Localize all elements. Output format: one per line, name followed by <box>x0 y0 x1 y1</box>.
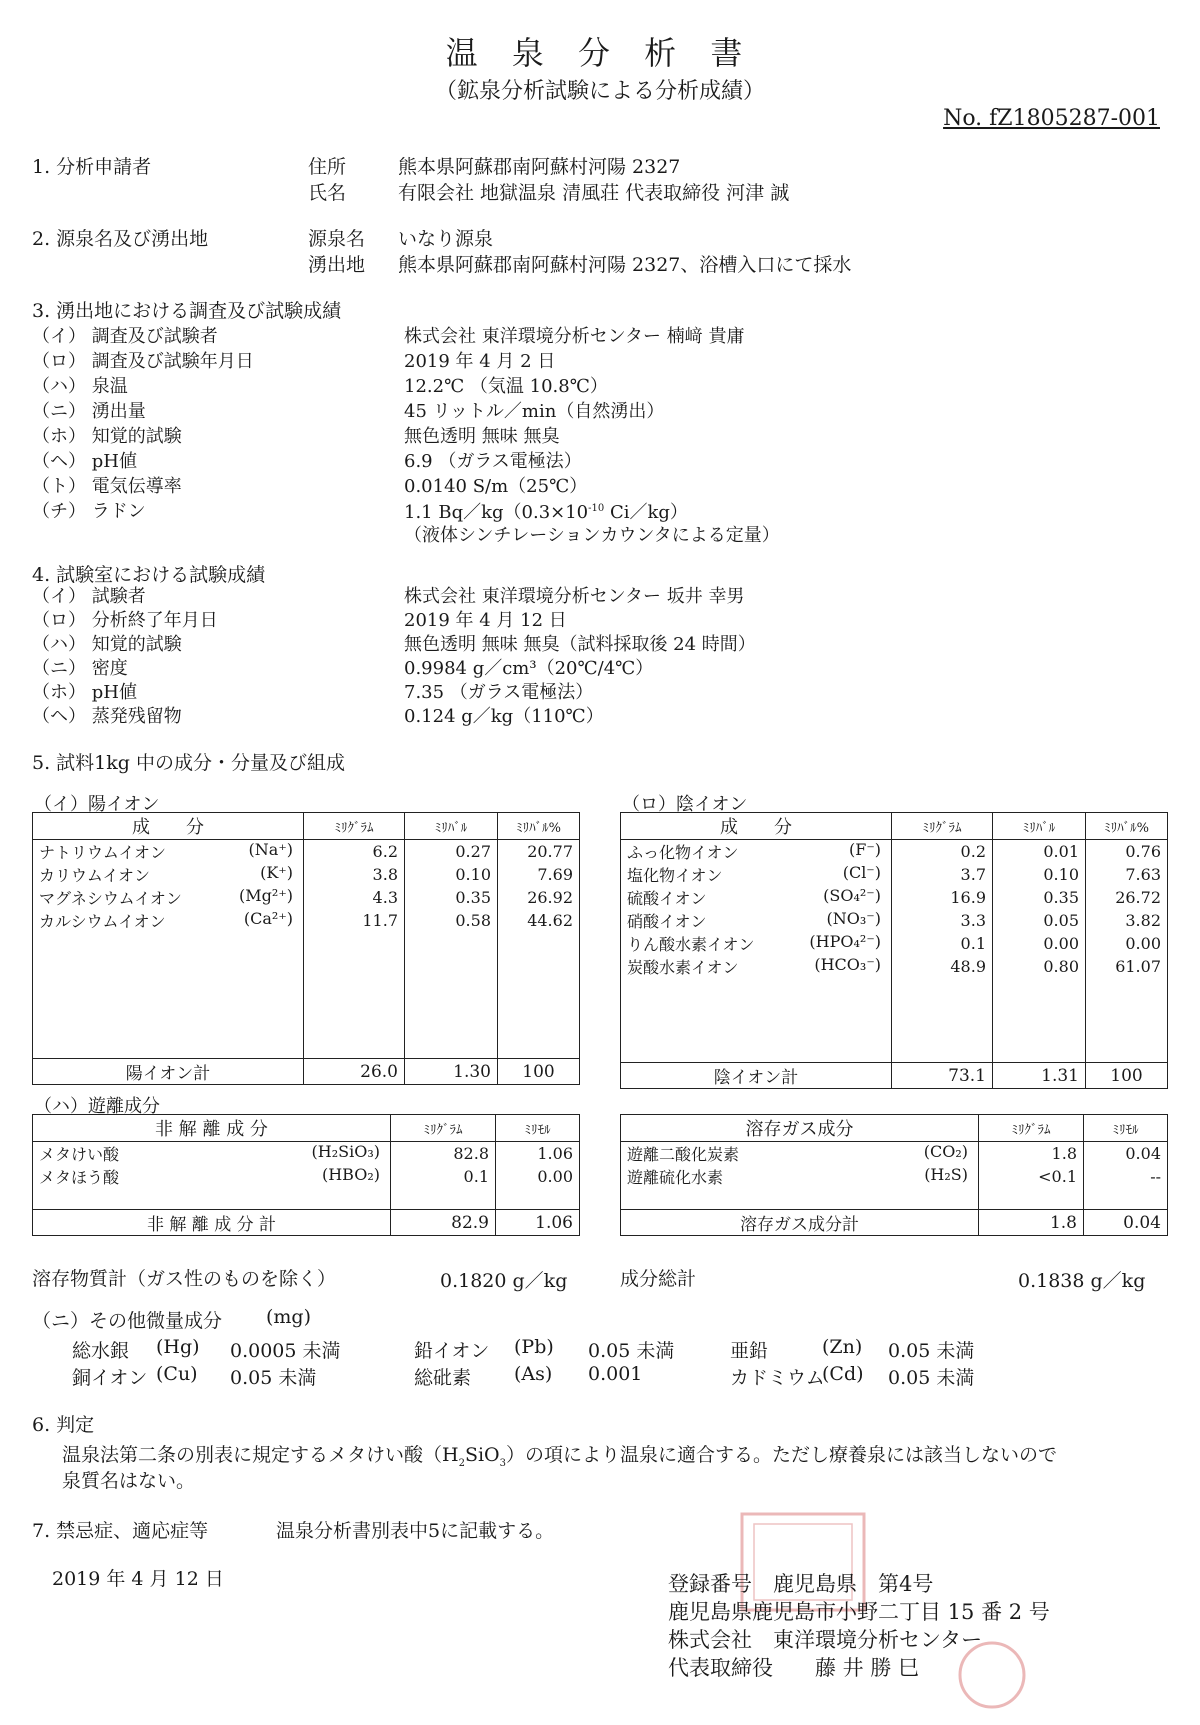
free-components-caption: （ハ）遊離成分 <box>34 1096 160 1117</box>
row-value: 7.35 （ガラス電極法） <box>404 682 594 703</box>
component-name: 遊離二酸化炭素 <box>627 1145 740 1164</box>
row-value: 無色透明 無味 無臭（試料採取後 24 時間） <box>404 634 756 655</box>
row-label: （ホ） pH値 <box>32 682 137 703</box>
cation-total-mval: 1.30 <box>405 1059 498 1085</box>
value-mg: 11.7 <box>304 909 405 932</box>
row-label: （ロ） 分析終了年月日 <box>32 610 218 631</box>
section-5-heading: 5. 試料1kg 中の成分・分量及び組成 <box>32 752 345 774</box>
section-7-heading: 7. 禁忌症、適応症等 <box>32 1520 209 1542</box>
anion-total-label: 陰イオン計 <box>621 1063 892 1089</box>
value-mg: 48.9 <box>892 955 993 978</box>
component-name: 硫酸イオン <box>627 889 707 908</box>
table-row <box>621 932 1168 955</box>
table-row <box>621 1142 1168 1166</box>
name-label: 氏名 <box>308 182 347 204</box>
component-cell <box>33 909 304 932</box>
trace-element-value: 0.0005 未満 <box>230 1340 341 1362</box>
component-name: メタほう酸 <box>39 1168 120 1187</box>
anion-table <box>620 812 1168 1089</box>
gas-total-label: 溶存ガス成分計 <box>621 1210 979 1236</box>
col-mg: ﾐﾘｸﾞﾗﾑ <box>892 813 993 840</box>
value-mg: 16.9 <box>892 886 993 909</box>
row-label: （ト） 電気伝導率 <box>32 476 182 497</box>
component-formula: (F⁻) <box>848 840 881 859</box>
component-formula: (HCO₃⁻) <box>814 955 881 974</box>
row-label: （イ） 調査及び試験者 <box>32 326 218 347</box>
table-row <box>621 886 1168 909</box>
component-cell <box>621 1142 979 1166</box>
document-number: No. fZ1805287-001 <box>943 106 1160 131</box>
component-name: メタけい酸 <box>39 1145 120 1164</box>
row-value: 0.9984 g／cm³（20℃/4℃） <box>404 658 654 679</box>
col-mval-pct: ﾐﾘﾊﾞﾙ% <box>1086 813 1168 840</box>
value-pct: 0.00 <box>1086 932 1168 955</box>
component-cell <box>621 840 892 864</box>
value-mval: 0.10 <box>993 863 1086 886</box>
value-mg: 3.3 <box>892 909 993 932</box>
trace-element-formula: (Zn) <box>822 1336 863 1358</box>
section-4-heading: 4. 試験室における試験成績 <box>32 564 266 586</box>
component-cell <box>33 1165 391 1188</box>
source-name-label: 源泉名 <box>308 228 366 250</box>
component-name: ふっ化物イオン <box>627 843 739 862</box>
row-value: 株式会社 東洋環境分析センター 坂井 幸男 <box>404 586 745 607</box>
component-formula: (K⁺) <box>260 863 293 882</box>
trace-caption: （ニ）その他微量成分 <box>32 1310 223 1332</box>
component-formula: (NO₃⁻) <box>826 909 881 928</box>
value-pct: 26.72 <box>1086 886 1168 909</box>
component-cell <box>33 840 304 864</box>
component-formula: (H₂S) <box>924 1165 968 1184</box>
empty-row <box>33 932 580 953</box>
component-formula: (CO₂) <box>923 1142 968 1161</box>
row-value: 6.9 （ガラス電極法） <box>404 451 582 472</box>
section-2-heading: 2. 源泉名及び湧出地 <box>32 228 209 250</box>
component-formula: (Cl⁻) <box>842 863 881 882</box>
empty-row <box>621 978 1168 999</box>
row-value: 株式会社 東洋環境分析センター 楠﨑 貴庸 <box>404 326 745 347</box>
col-mmol: ﾐﾘﾓﾙ <box>496 1115 580 1142</box>
gas-total-mg: 1.8 <box>979 1210 1084 1236</box>
value-mg: 3.7 <box>892 863 993 886</box>
cation-total-pct: 100 <box>498 1059 580 1085</box>
component-cell <box>621 886 892 909</box>
applicant-name: 有限会社 地獄温泉 清風荘 代表取締役 河津 誠 <box>398 182 790 204</box>
value-mmol: -- <box>1084 1165 1168 1188</box>
component-cell <box>621 955 892 978</box>
col-mmol: ﾐﾘﾓﾙ <box>1084 1115 1168 1142</box>
empty-row <box>33 974 580 995</box>
row-value: 0.0140 S/m（25℃） <box>404 476 588 497</box>
trace-element-value: 0.05 未満 <box>588 1340 675 1362</box>
value-mg: 1.8 <box>979 1142 1084 1166</box>
trace-element-value: 0.001 <box>588 1363 643 1385</box>
trace-element-name: 亜鉛 <box>730 1340 769 1362</box>
value-mg: 82.8 <box>391 1142 496 1166</box>
value-pct: 26.92 <box>498 886 580 909</box>
table-row <box>33 886 580 909</box>
component-name: りん酸水素イオン <box>627 935 755 954</box>
anion-total-mg: 73.1 <box>892 1063 993 1089</box>
value-mg: 3.8 <box>304 863 405 886</box>
component-cell <box>621 1165 979 1188</box>
row-label: （ヘ） 蒸発残留物 <box>32 706 182 727</box>
address-label: 住所 <box>308 156 347 178</box>
component-name: ナトリウムイオン <box>39 843 167 862</box>
col-component: 成 分 <box>621 813 892 840</box>
dissolved-solids-label: 溶存物質計（ガス性のものを除く） <box>32 1268 337 1290</box>
table-row <box>621 840 1168 864</box>
issue-date: 2019 年 4 月 12 日 <box>52 1568 224 1590</box>
row-label: （ニ） 密度 <box>32 658 128 679</box>
gas-total-mmol: 0.04 <box>1084 1210 1168 1236</box>
value-mval: 0.01 <box>993 840 1086 864</box>
value-mval: 0.10 <box>405 863 498 886</box>
anion-total-pct: 100 <box>1086 1063 1168 1089</box>
row-value: 2019 年 4 月 2 日 <box>404 351 556 372</box>
component-name: カリウムイオン <box>39 866 151 885</box>
trace-element-value: 0.05 未満 <box>230 1367 317 1389</box>
trace-element-name: 銅イオン <box>72 1367 148 1389</box>
section-1-heading: 1. 分析申請者 <box>32 156 152 178</box>
component-formula: (SO₄²⁻) <box>823 886 881 905</box>
trace-element-name: カドミウム <box>730 1367 825 1389</box>
col-component: 溶存ガス成分 <box>621 1115 979 1142</box>
row-label: （ホ） 知覚的試験 <box>32 426 182 447</box>
empty-row <box>33 1016 580 1037</box>
dissolved-gas-table <box>620 1114 1168 1236</box>
col-mg: ﾐﾘｸﾞﾗﾑ <box>391 1115 496 1142</box>
trace-element-formula: (Hg) <box>156 1336 200 1358</box>
trace-element-name: 総水銀 <box>72 1340 130 1362</box>
row-label: （イ） 試験者 <box>32 586 146 607</box>
col-mval-pct: ﾐﾘﾊﾞﾙ% <box>498 813 580 840</box>
component-formula: (Na⁺) <box>248 840 293 859</box>
undissociated-total-mg: 82.9 <box>391 1210 496 1236</box>
component-name: 遊離硫化水素 <box>627 1168 724 1187</box>
value-pct: 44.62 <box>498 909 580 932</box>
contraindications-text: 温泉分析書別表中5に記載する。 <box>276 1520 555 1542</box>
row-value: 0.124 g／kg（110℃） <box>404 706 604 727</box>
component-cell <box>33 886 304 909</box>
component-cell <box>33 863 304 886</box>
registration-number: 登録番号 鹿児島県 第4号 <box>668 1572 934 1596</box>
cation-caption: （イ）陽イオン <box>34 794 160 815</box>
col-mval: ﾐﾘﾊﾞﾙ <box>993 813 1086 840</box>
document-title: 温 泉 分 析 書 <box>445 34 755 72</box>
value-mval: 0.35 <box>993 886 1086 909</box>
value-mg: 6.2 <box>304 840 405 864</box>
undissociated-table <box>32 1114 580 1236</box>
value-mval: 0.05 <box>993 909 1086 932</box>
empty-row <box>621 1188 1168 1210</box>
anion-total-mval: 1.31 <box>993 1063 1086 1089</box>
component-formula: (Ca²⁺) <box>243 909 293 928</box>
value-pct: 61.07 <box>1086 955 1168 978</box>
value-mg: 0.1 <box>391 1165 496 1188</box>
value-pct: 7.63 <box>1086 863 1168 886</box>
radon-method-note: （液体シンチレーションカウンタによる定量） <box>404 525 780 546</box>
grand-total-label: 成分総計 <box>620 1268 697 1290</box>
table-row <box>621 863 1168 886</box>
issuer-address: 鹿児島県鹿児島市小野二丁目 15 番 2 号 <box>668 1600 1050 1624</box>
empty-row <box>621 1041 1168 1063</box>
applicant-address: 熊本県阿蘇郡南阿蘇村河陽 2327 <box>398 156 681 178</box>
row-label: （ハ） 知覚的試験 <box>32 634 182 655</box>
source-location-label: 湧出地 <box>308 254 366 276</box>
row-value: 2019 年 4 月 12 日 <box>404 610 567 631</box>
empty-row <box>33 1037 580 1059</box>
component-formula: (HBO₂) <box>321 1165 380 1184</box>
judgement-text: 温泉法第二条の別表に規定するメタけい酸$(H_2SiO_3)$の項により温泉に適合する。ただし療養泉には該当しないので <box>62 1444 1058 1469</box>
judgement-text-2: 泉質名はない。 <box>62 1470 196 1492</box>
value-pct: 3.82 <box>1086 909 1168 932</box>
col-mval: ﾐﾘﾊﾞﾙ <box>405 813 498 840</box>
table-row <box>33 863 580 886</box>
trace-element-formula: (Cu) <box>156 1363 198 1385</box>
issuer-company: 株式会社 東洋環境分析センター <box>668 1628 983 1652</box>
row-label: （ヘ） pH値 <box>32 451 137 472</box>
trace-element-formula: (Cd) <box>822 1363 864 1385</box>
value-mmol: 0.04 <box>1084 1142 1168 1166</box>
value-mval: 0.58 <box>405 909 498 932</box>
table-row <box>33 1142 580 1166</box>
issuer-representative: 代表取締役 藤 井 勝 巳 <box>668 1656 920 1680</box>
undissociated-total-mmol: 1.06 <box>496 1210 580 1236</box>
table-row <box>33 909 580 932</box>
col-mg: ﾐﾘｸﾞﾗﾑ <box>304 813 405 840</box>
row-label: （チ） ラドン <box>32 501 146 522</box>
empty-row <box>33 953 580 974</box>
value-mg: 0.1 <box>892 932 993 955</box>
empty-row <box>621 1020 1168 1041</box>
source-location: 熊本県阿蘇郡南阿蘇村河陽 2327、浴槽入口にて採水 <box>398 254 852 276</box>
table-row <box>621 1165 1168 1188</box>
cation-table <box>32 812 580 1085</box>
trace-element-formula: (As) <box>514 1363 553 1385</box>
table-row <box>33 1165 580 1188</box>
cation-total-mg: 26.0 <box>304 1059 405 1085</box>
component-cell <box>621 863 892 886</box>
section-3-heading: 3. 湧出地における調査及び試験成績 <box>32 300 342 322</box>
value-mval: 0.80 <box>993 955 1086 978</box>
empty-row <box>33 995 580 1016</box>
anion-caption: （ロ）陰イオン <box>622 794 748 815</box>
row-label: （ハ） 泉温 <box>32 376 128 397</box>
value-mg: 4.3 <box>304 886 405 909</box>
value-pct: 0.76 <box>1086 840 1168 864</box>
component-cell <box>621 909 892 932</box>
component-name: 硝酸イオン <box>627 912 707 931</box>
component-formula: (H₂SiO₃) <box>311 1142 380 1161</box>
trace-element-name: 総砒素 <box>414 1367 472 1389</box>
component-cell <box>33 1142 391 1166</box>
cation-total-label: 陽イオン計 <box>33 1059 304 1085</box>
trace-element-name: 鉛イオン <box>414 1340 490 1362</box>
col-mg: ﾐﾘｸﾞﾗﾑ <box>979 1115 1084 1142</box>
dissolved-solids-value: 0.1820 g／kg <box>440 1270 568 1292</box>
component-name: 炭酸水素イオン <box>627 958 739 977</box>
row-value: 45 リットル／min（自然湧出） <box>404 401 665 422</box>
trace-unit: (mg) <box>266 1306 312 1328</box>
value-mg: <0.1 <box>979 1165 1084 1188</box>
value-mg: 0.2 <box>892 840 993 864</box>
row-value: 12.2℃ （気温 10.8℃） <box>404 376 608 397</box>
trace-element-value: 0.05 未満 <box>888 1367 975 1389</box>
value-mval: 0.35 <box>405 886 498 909</box>
empty-row <box>621 999 1168 1020</box>
table-row <box>33 840 580 864</box>
table-row <box>621 955 1168 978</box>
value-pct: 7.69 <box>498 863 580 886</box>
value-mval: 0.27 <box>405 840 498 864</box>
trace-element-value: 0.05 未満 <box>888 1340 975 1362</box>
row-label: （ニ） 湧出量 <box>32 401 146 422</box>
value-mmol: 0.00 <box>496 1165 580 1188</box>
row-label: （ロ） 調査及び試験年月日 <box>32 351 254 372</box>
radon-value: 1.1 $Bq/kg(0.3\times 10^{-10}$ Ci／kg） <box>404 502 688 523</box>
value-pct: 20.77 <box>498 840 580 864</box>
component-formula: (HPO₄²⁻) <box>809 932 881 951</box>
undissociated-total-label: 非 解 離 成 分 計 <box>33 1210 391 1236</box>
value-mmol: 1.06 <box>496 1142 580 1166</box>
empty-row <box>33 1188 580 1210</box>
table-row <box>621 909 1168 932</box>
grand-total-value: 0.1838 g／kg <box>1018 1270 1146 1292</box>
component-cell <box>621 932 892 955</box>
section-6-heading: 6. 判定 <box>32 1414 95 1436</box>
component-name: マグネシウムイオン <box>39 889 182 908</box>
document-subtitle: （鉱泉分析試験による分析成績） <box>434 79 765 104</box>
value-mval: 0.00 <box>993 932 1086 955</box>
source-name: いなり源泉 <box>398 228 494 250</box>
col-component: 非 解 離 成 分 <box>33 1115 391 1142</box>
component-name: カルシウムイオン <box>39 912 166 931</box>
component-name: 塩化物イオン <box>627 866 723 885</box>
trace-element-formula: (Pb) <box>514 1336 554 1358</box>
row-value: 無色透明 無味 無臭 <box>404 426 560 447</box>
col-component: 成 分 <box>33 813 304 840</box>
component-formula: (Mg²⁺) <box>239 886 293 905</box>
